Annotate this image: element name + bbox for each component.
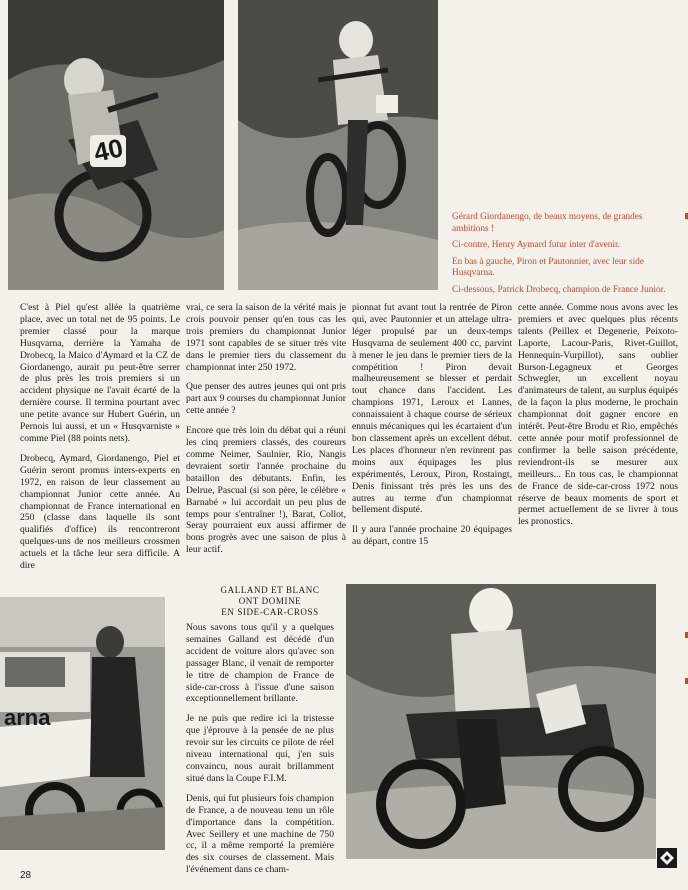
caption-2: Ci-contre, Henry Aymard futur inter d'avenir. <box>452 240 620 250</box>
photo-captions <box>452 212 674 301</box>
page-number: 28 <box>20 870 32 881</box>
paragraph: Que penser des autres jeunes qui ont pris part aux 9 courses du championnat Junior cette année ? <box>186 381 346 417</box>
paragraph: C'est à Piel qu'est allée la quatrième place, avec un total net de 95 points. Le premier classé pour la marque Husqvarna, derrière la Yamaha de Drobecq, la Maico d'Aymard et la CZ de Giordanengo, aurait pu peut-être serrer de plus près les trois premiers si un accident physique ne l'avait écarté de la dernière course. Il termina pourtant avec une petite avance sur Hubert Guérin, un Pernois lui aussi, et un « Husqvarniste » comme Piel (88 points nets). <box>20 302 180 444</box>
paragraph: vrai, ce sera la saison de la vérité mais je crois pouvoir penser qu'en tous cas les trois premiers du championnat Junior 1971 sont capables de se situer très vite dans le premier tiers du classement du championnat inter 250 1972. <box>186 302 346 373</box>
caption-4: Ci-dessous, Patrick Drobecq, champion de France Junior. <box>452 284 666 295</box>
sidecar-lettering: arna <box>4 705 51 730</box>
photo-drobecq <box>346 584 656 859</box>
paragraph: Il y aura l'année prochaine 20 équipages au départ, contre 15 <box>352 524 512 548</box>
photo-aymard <box>238 0 438 290</box>
heading-line: EN SIDE-CAR-CROSS <box>221 607 319 617</box>
paragraph: Je ne puis que redire ici la tristesse que j'éprouve à la pensée de ne plus revoir sur les circuits ce pilote de réel niveau international qui, j'en suis convaincu, nous aurait brillamment situé dans la Coupe F.I.M. <box>186 713 334 784</box>
paragraph: cette année. Comme nous avons avec les premiers et avec quelques plus récents talents (Peillex et Degenerie, Peixoto-Laporte, Lacour-Paris, Rivet-Guillot, Hennequin-Vurpillot), sans oublier Burson-Legagneux et Georges Schwegler, un excellent noyau d'animateurs de talent, au surplus équipés de la façon la plus moderne, le prochain championnat doit gagner encore en intérêt. Peut-être Brodu et Rio, empêchés cette année pour motif professionnel de confirmer la belle saison précédente, reviendront-ils se mesurer aux meilleurs... En tous cas, le championnat de France de side-car-cross 1972 nous réserve de beaux moments de sport et permet actuellement de se livrer à tous les pronostics. <box>518 302 678 528</box>
heading-line: GALLAND ET BLANC <box>220 585 320 595</box>
end-mark-icon <box>657 848 677 868</box>
article-column-4 <box>518 302 678 536</box>
paragraph: Drobecq, Aymard, Giordanengo, Piel et Guérin seront promus inters-experts en 1972, en raison de leur classement au championnat Junior cette année. Au championnat de France international en 250 (classe dans laquelle ils sont qualifiés d'office) ils rencontreront quelques-uns de nos meilleurs crossmen actuels et la tâche leur sera difficile. A dire <box>20 452 180 572</box>
paragraph: Nous savons tous qu'il y a quelques semaines Galland est décédé d'un accident de voiture alors qu'avec son passager Blanc, il venait de remporter le titre de champion de France de side-car-cross à l'issue d'une saison exceptionnellement brillante. <box>186 622 334 705</box>
article-column-2 <box>186 302 346 564</box>
photo-giordanengo <box>8 0 224 290</box>
article-column-3 <box>352 302 512 556</box>
caption-1: Gérard Giordanengo, de beaux moyens, de grandes ambitions ! <box>452 212 643 234</box>
race-number: 40 <box>91 132 126 168</box>
photo-piron-pautonnier <box>0 597 165 850</box>
paragraph: pionnat fut avant tout la rentrée de Piron qui, avec Pautonnier et un attelage ultra-léger propulsé par un deux-temps Husqvarna de seulement 400 cc, parvint à mener le jeu dans le premier tiers de la compétition ! Piron devait malheureusement se blesser et perdait tout chance dans l'accident. Les champions 1971, Leroux et Lannes, connaissaient à chaque course de sérieux ennuis mécaniques qui les écartaient d'un bon classement après un excellent début. Les places d'honneur n'en revinrent pas moins aux équipages les plus expérimentés, Leroux, Piron, Rostaingt, Denis finissant très près les uns des autres au terme d'un championnat bellement disputé. <box>352 302 512 516</box>
article-column-1 <box>20 302 180 580</box>
heading-line: ONT DOMINE <box>238 596 302 606</box>
caption-3: En bas à gauche, Piron et Pautonnier, avec leur side Husqvarna. <box>452 256 644 278</box>
paragraph: Encore que très loin du débat qui a réuni les cinq premiers classés, des coureurs comme Neimer, Saulnier, Rio, Nangis devraient sortir l'année prochaine du bataillon des débutants. Enfin, les Delrue, Pascual (si son père, le célèbre « Barnabé » lui accordait un peu plus de temps pour s'entraîner !), Barat, Collot, Seray pourraient eux aussi affirmer de bons progrès avec une saison de plus à leur actif. <box>186 425 346 556</box>
paragraph: Denis, qui fut plusieurs fois champion de France, a de nouveau tenu un rôle d'importance dans la compétition. Avec Seillery et une machine de 750 cc, il a même remporté la première des six courses de classement. Mais l'événement dans ce cham- <box>186 792 334 876</box>
section-column <box>186 622 334 884</box>
section-heading <box>196 585 344 618</box>
